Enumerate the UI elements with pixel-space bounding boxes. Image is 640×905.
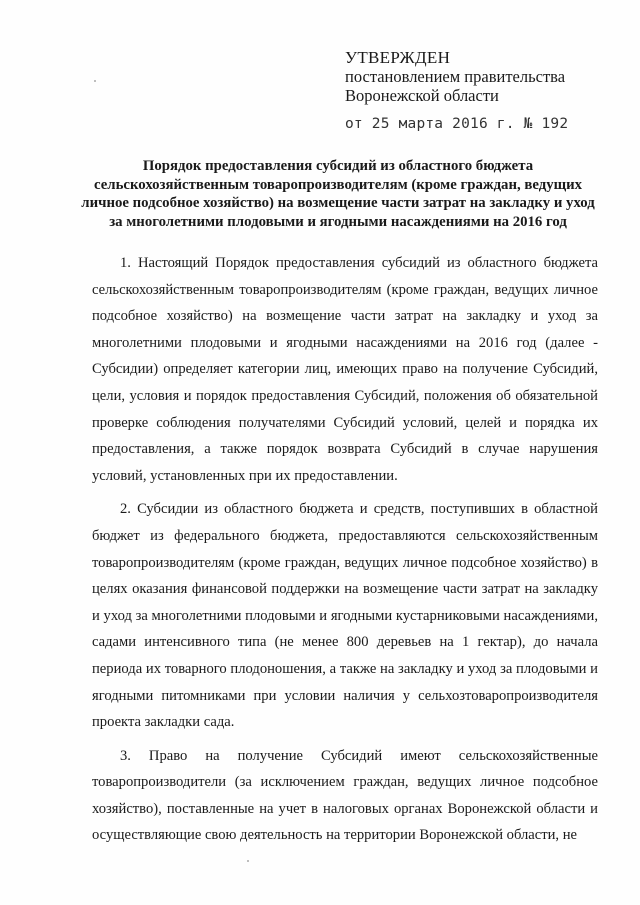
approval-line-2: Воронежской области	[345, 86, 499, 105]
document-title: Порядок предоставления субсидий из областного бюджета сельскохозяйственным товаропроизводителям (кроме граждан, ведущих личное подсобное хозяйство) на возмещение части затрат на закладку и уход за многолетними плодовыми и ягодными насаждениями на 2016 год	[81, 158, 595, 230]
approval-block	[345, 48, 615, 134]
paragraph-2: 2. Субсидии из областного бюджета и средств, поступивших в областной бюджет из федерального бюджета, предоставляются сельскохозяйственным товаропроизводителям (кроме граждан, ведущих личное подсобное хозяйство) в целях оказания финансовой поддержки на возмещение части затрат на закладку и уход за многолетними плодовыми и ягодными кустарниковыми насаждениями, садами интенсивного типа (не менее 800 деревьев на 1 гектар), до начала периода их товарного плодоношения, а также на закладку и уход за плодовыми и ягодными питомниками при условии наличия у сельхозтоваропроизводителя проекта закладки сада.	[92, 501, 598, 731]
scan-speck	[247, 860, 249, 862]
paragraph-3: 3. Право на получение Субсидий имеют сельскохозяйственные товаропроизводители (за исключением граждан, ведущих личное подсобное хозяйство), поставленные на учет в налоговых органах Воронежской области и осуществляющие свою деятельность на территории Воронежской области, не	[92, 747, 598, 844]
paragraph-1: 1. Настоящий Порядок предоставления субсидий из областного бюджета сельскохозяйственным товаропроизводителям (кроме граждан, ведущих личное подсобное хозяйство) на возмещение части затрат на закладку и уход за многолетними плодовыми и ягодными насаждениями на 2016 год (далее - Субсидии) определяет категории лиц, имеющих право на получение Субсидий, цели, условия и порядок предоставления Субсидий, положения об обязательной проверке соблюдения получателями Субсидий условий, целей и порядка их предоставления, а также порядок возврата Субсидий в случае нарушения условий, установленных при их предоставлении.	[92, 255, 598, 484]
approval-line-1: постановлением правительства	[345, 67, 566, 86]
approval-stamp: УТВЕРЖДЕН	[345, 48, 451, 67]
approval-date: от 25 марта 2016 г. № 192	[345, 116, 569, 132]
scan-speck	[94, 80, 96, 82]
document-body	[92, 250, 598, 856]
